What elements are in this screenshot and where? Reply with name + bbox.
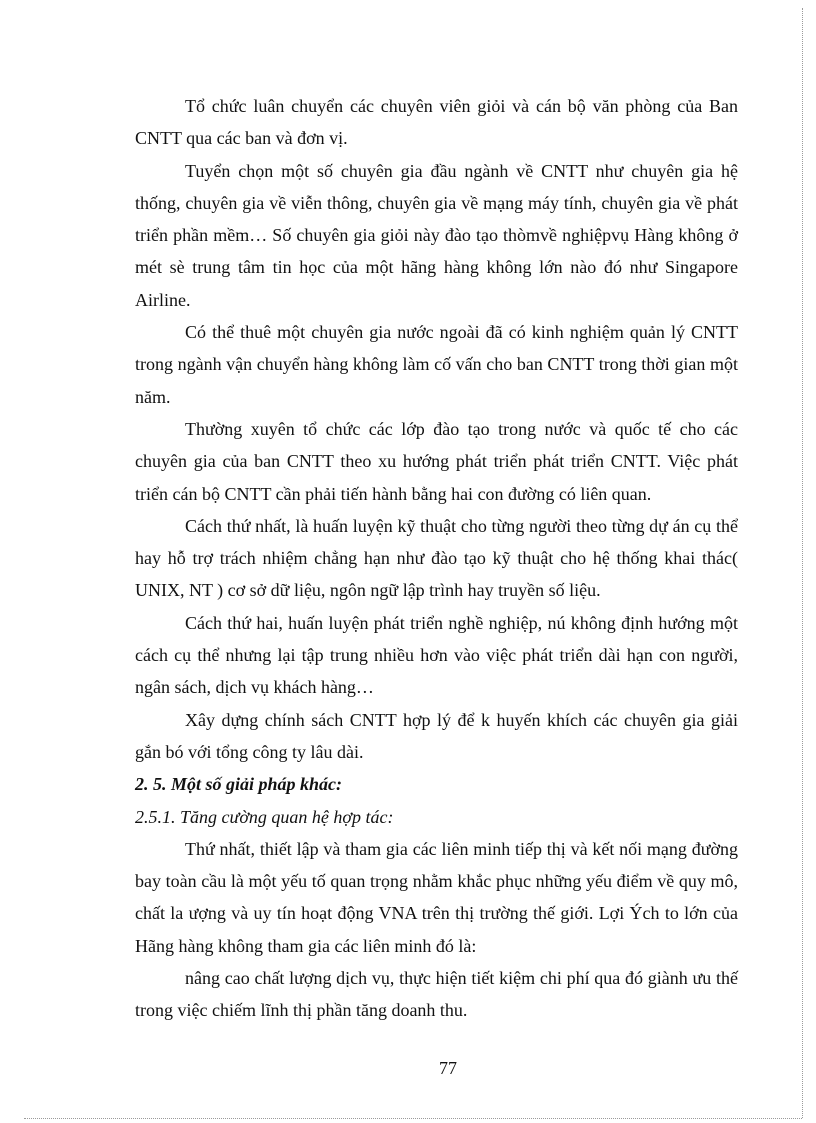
page-number: 77 — [439, 1058, 457, 1078]
paragraph: Tuyển chọn một số chuyên gia đầu ngành về CNTT như chuyên gia hệ thống, chuyên gia về viễn thông, chuyên gia về mạng máy tính, chuyên gia về phát triển phần mềm… Số chuyên gia giỏi này đào tạo thòmvề nghiệpvụ Hàng không ở mét sè trung tâm tin học của một hãng hàng không lớn nào đó như Singapore Airline. — [135, 160, 738, 310]
paragraph: Cách thứ hai, huấn luyện phát triển nghề nghiệp, nú không định hướng một cách cụ thể nhưng lại tập trung nhiều hơn vào việc phát triển dài hạn con người, ngân sách, dịch vụ khách hàng… — [135, 612, 738, 698]
paragraph: Thường xuyên tổ chức các lớp đào tạo trong nước và quốc tế cho các chuyên gia của ban CNTT theo xu hướng phát triển phát triển CNTT. Việc phát triển cán bộ CNTT cần phải tiến hành bằng hai con đường có liên quan. — [135, 418, 738, 504]
paragraph: Cách thứ nhất, là huấn luyện kỹ thuật cho từng người theo từng dự án cụ thể hay hỗ trợ trách nhiệm chẳng hạn như đào tạo kỹ thuật cho hệ thống khai thác( UNIX, NT ) cơ sở dữ liệu, ngôn ngữ lập trình hay truyền số liệu. — [135, 515, 738, 601]
page-border-bottom — [24, 1118, 802, 1119]
paragraph: nâng cao chất lượng dịch vụ, thực hiện tiết kiệm chi phí qua đó giành ưu thế trong việc chiếm lĩnh thị phần tăng doanh thu. — [135, 968, 738, 1021]
page-body — [135, 90, 738, 1027]
paragraph: Tổ chức luân chuyển các chuyên viên giỏi và cán bộ văn phòng của Ban CNTT qua các ban và đơn vị. — [135, 96, 738, 149]
paragraph: Có thể thuê một chuyên gia nước ngoài đã có kinh nghiệm quản lý CNTT trong ngành vận chuyển hàng không làm cố vấn cho ban CNTT trong thời gian một năm. — [135, 322, 738, 407]
paragraph: Xây dựng chính sách CNTT hợp lý để k huyến khích các chuyên gia giải gắn bó với tổng công ty lâu dài. — [135, 709, 738, 762]
section-heading: 2. 5. Một số giải pháp khác: — [135, 774, 343, 795]
page-border-right — [802, 8, 803, 1118]
paragraph: Thứ nhất, thiết lập và tham gia các liên minh tiếp thị và kết nối mạng đường bay toàn cầu là một yếu tố quan trọng nhằm khắc phục những yếu điểm về quy mô, chất la ượng và uy tín hoạt động VNA trên thị trường thế giới. Lợi Ých to lớn của Hãng hàng không tham gia các liên minh đó là: — [135, 838, 738, 956]
subsection-heading: 2.5.1. Tăng cường quan hệ hợp tác: — [135, 806, 394, 827]
